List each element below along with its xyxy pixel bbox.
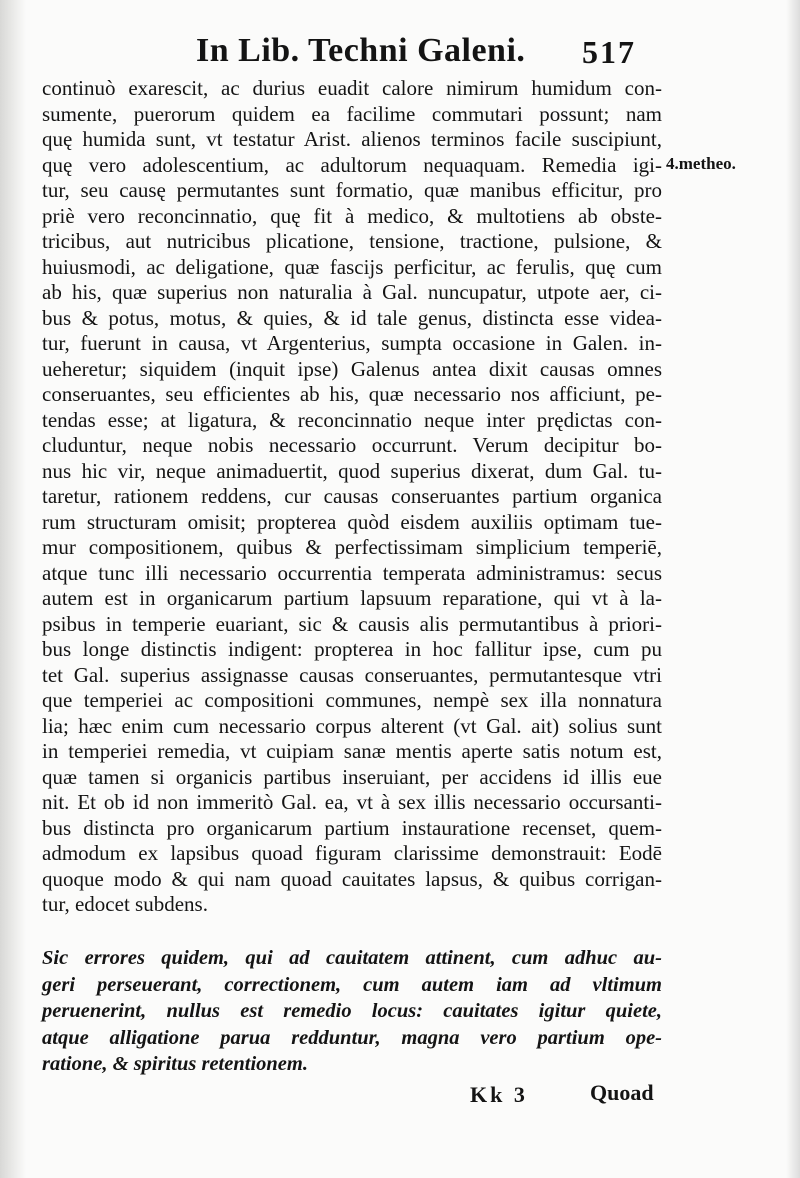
text-line: bus & potus, motus, & quies, & id tale genus, distincta esse videa- — [42, 305, 662, 330]
text-line: rum structuram omisit; propterea quòd eisdem auxiliis optimam tue- — [42, 509, 662, 534]
text-line: mur compositionem, quibus & perfectissimam simplicium temperiē, — [42, 535, 662, 559]
text-line: ab his, quæ superius non naturalia à Gal. nuncupatur, utpote aer, ci- — [42, 280, 662, 304]
text-line: geri perseuerant, correctionem, cum autem iam ad vltimum — [42, 973, 662, 996]
text-line: quę vero adolescentium, ac adultorum nequaquam. Remedia igi- — [42, 152, 662, 177]
text-line: quę humida sunt, vt testatur Arist. alienos terminos facile suscipiunt, — [42, 127, 662, 151]
text-line: quæ tamen si organicis partibus inseruiant, per accidens id illis eue — [42, 764, 662, 789]
text-line: tur, edocet subdens. — [42, 892, 208, 916]
text-line: tet Gal. superius assignasse causas conseruantes, permutantesque vtri — [42, 662, 662, 687]
text-line: Sic errores quidem, qui ad cauitatem attinent, cum adhuc au- — [42, 947, 662, 969]
text-line: bus distincta pro organicarum partium instauratione recenset, quem- — [42, 815, 662, 840]
text-line: quoque modo & qui nam quoad cauitates lapsus, & quibus corrigan- — [42, 866, 662, 891]
text-line: que temperiei ac compositioni communes, nempè sex illa nonnatura — [42, 688, 662, 712]
text-line: peruenerint, nullus est remedio locus: cauitates igitur quiete, — [42, 1000, 662, 1022]
text-line: priè vero reconcinnatio, quę fit à medico, & multotiens ab obste- — [42, 203, 662, 228]
page-footer — [0, 1080, 800, 1120]
text-line: sumente, puerorum quidem ea facilime commutari possunt; nam — [42, 101, 662, 126]
text-line: atque tunc illi necessario occurrentia temperata administramus: secus — [42, 560, 662, 585]
page-header — [0, 30, 800, 82]
text-line: lia; hæc enim cum necessario corpus alterent (vt Gal. ait) solius sunt — [42, 713, 662, 738]
text-line: psibus in temperie euariant, sic & causis alis permutantibus à priori- — [42, 611, 662, 636]
quoted-passage — [42, 945, 662, 1078]
page-number: 517 — [582, 34, 636, 70]
text-line: in temperiei remedia, vt cuipiam sanæ mentis aperte satis notum est, — [42, 739, 662, 763]
body-text — [42, 76, 662, 918]
text-line: ueheretur; siquidem (inquit ipse) Galenus antea dixit causas omnes — [42, 356, 662, 381]
running-head: In Lib. Techni Galeni. — [196, 32, 526, 69]
text-line: ratione, & spiritus retentionem. — [42, 1053, 308, 1075]
page-edge-shadow-left — [0, 0, 26, 1178]
text-line: atque alligatione parua redduntur, magna vero partium ope- — [42, 1026, 662, 1049]
text-line: admodum ex lapsibus quoad figuram clarissime demonstrauit: Eodē — [42, 841, 662, 865]
catchword: Quoad — [590, 1080, 654, 1105]
page-edge-shadow-right — [786, 0, 800, 1178]
text-line: tur, seu causę permutantes sunt formatio, quæ manibus efficitur, pro — [42, 178, 662, 202]
text-line: tricibus, aut nutricibus plicatione, tensione, tractione, pulsione, & — [42, 229, 662, 253]
text-line: continuò exarescit, ac durius euadit calore nimirum humidum con- — [42, 76, 662, 100]
text-line: bus longe distinctis indigent: propterea in hoc fallitur ipse, cum pu — [42, 637, 662, 661]
text-line: huiusmodi, ac deligatione, quæ fascijs perficitur, ac ferulis, quę cum — [42, 254, 662, 279]
text-line: tur, fuerunt in causa, vt Argenterius, sumpta occasione in Galen. in- — [42, 331, 662, 355]
text-line: cluduntur, neque nobis necessario occurrunt. Verum decipitur bo- — [42, 433, 662, 457]
text-line: conseruantes, seu efficientes ab his, quæ necessario nos afficiunt, pe- — [42, 382, 662, 406]
text-line: nit. Et ob id non immeritò Gal. ea, vt à sex illis necessario occursanti- — [42, 790, 662, 814]
signature-mark: Kk 3 — [470, 1082, 528, 1107]
text-line: autem est in organicarum partium lapsuum reparatione, qui vt à la- — [42, 586, 662, 610]
text-line: nus hic vir, neque animaduertit, quod superius dixerat, dum Gal. tu- — [42, 458, 662, 483]
text-line: tendas esse; at ligatura, & reconcinnatio neque inter prędictas con- — [42, 407, 662, 432]
margin-note: 4.metheo. — [666, 154, 736, 173]
text-line: taretur, rationem reddens, cur causas conseruantes partium organica — [42, 484, 662, 508]
